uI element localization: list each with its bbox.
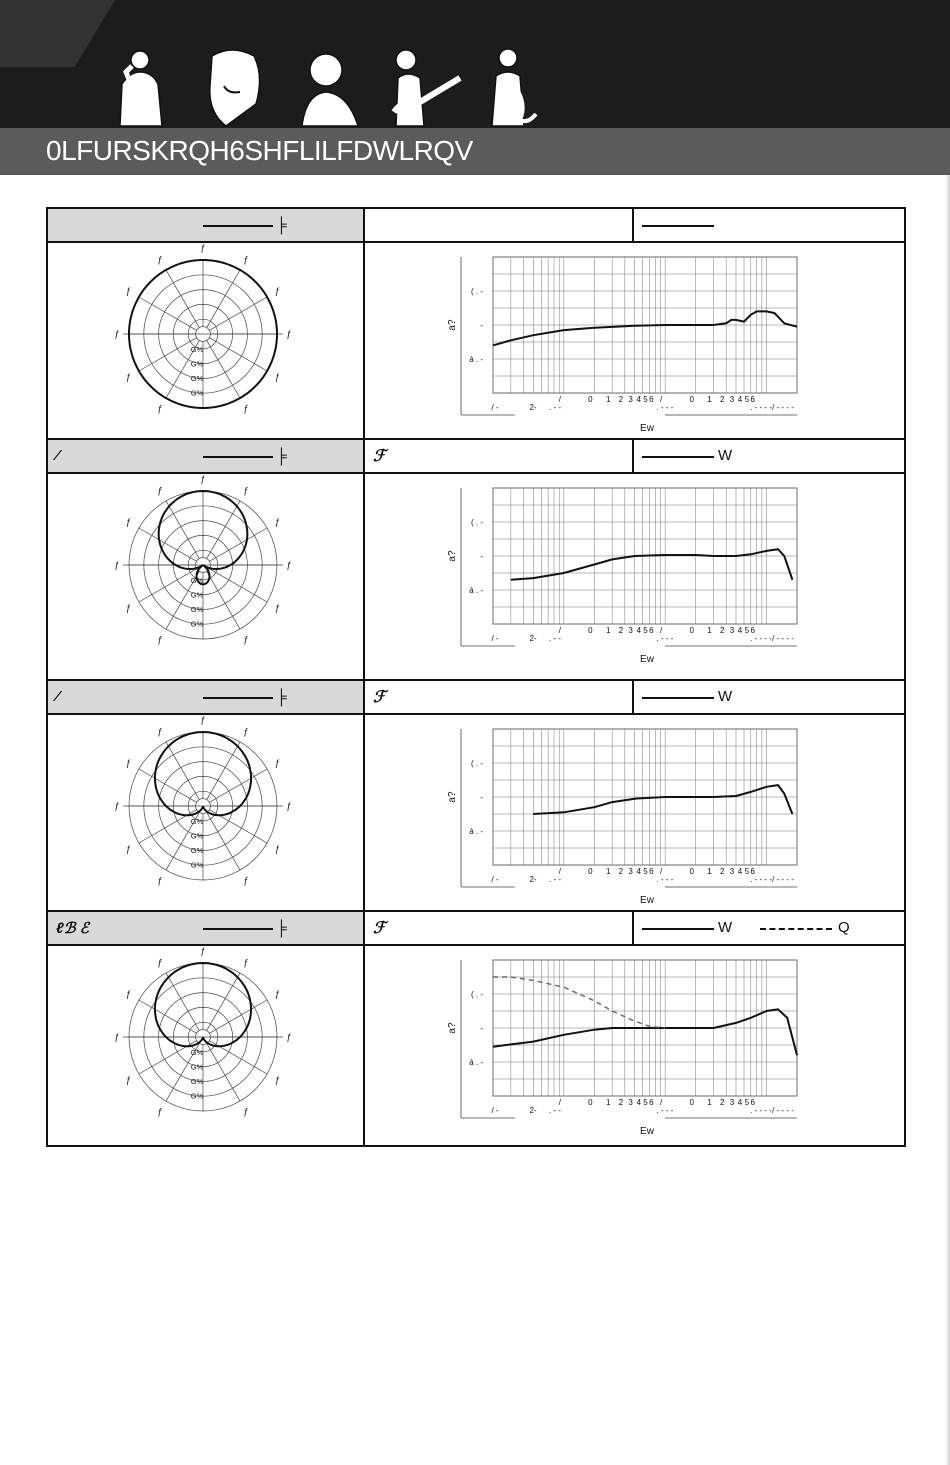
polar-angle-label: ƒ: [274, 844, 280, 854]
freq-x-tick: . - - -: [656, 875, 674, 884]
freq-x-tick: 3: [628, 1098, 633, 1107]
polar-angle-label: ƒ: [157, 254, 163, 265]
freq-x-tick: 5: [643, 1098, 648, 1107]
freq-x-tick: 5: [744, 626, 750, 635]
freq-x-tick: . - - - -: [750, 1106, 772, 1115]
freq-x-tick: / -: [491, 403, 499, 412]
freq-x-tick: 2: [719, 1098, 725, 1107]
freq-x-tick: 5: [643, 626, 648, 635]
performer-icons: [108, 42, 548, 128]
polar-angle-label: ƒ: [157, 726, 163, 737]
freq-x-tick: . - - - -: [750, 875, 772, 884]
freq-x-tick: . - -: [549, 634, 561, 643]
polar-angle-label: ƒ: [114, 560, 120, 570]
freq-x-tick: 6: [649, 867, 654, 876]
freq-x-tick: 2: [618, 626, 624, 635]
spec-header-row: [47, 911, 905, 945]
polar-db-label: G%: [190, 1048, 204, 1057]
legend-cell: [633, 680, 905, 714]
polar-pattern-chart: [48, 243, 361, 438]
freq-x-label: Ew: [640, 654, 654, 665]
freq-x-tick: / - - - -: [772, 1106, 794, 1115]
freq-curve: [533, 785, 792, 814]
freq-x-tick: 1: [605, 395, 611, 404]
polar-db-label: G%: [190, 590, 204, 600]
freq-x-tick: 0: [689, 1098, 694, 1107]
polar-db-label: G%: [190, 576, 204, 585]
freq-x-tick: 0: [588, 395, 593, 404]
guitarist-icon: [394, 50, 460, 126]
spec-label-cell: [47, 911, 364, 945]
polar-db-label: G%: [190, 846, 204, 855]
freq-curve-dashed: [493, 977, 665, 1028]
freq-x-tick: . - -: [549, 1106, 561, 1115]
spec-label-mark: ╞: [276, 217, 287, 234]
freq-x-label: Ew: [640, 1126, 654, 1137]
legend-solid-line: [642, 456, 714, 458]
spec-label-mark: ╞: [276, 689, 287, 706]
polar-angle-label: ƒ: [114, 801, 120, 811]
spec-label-rule: [203, 697, 273, 699]
freq-x-tick: 1: [707, 395, 712, 404]
freq-x-tick: 2-: [529, 634, 537, 643]
polar-db-label: G%: [190, 1062, 204, 1072]
freq-x-tick: 1: [605, 1098, 611, 1107]
polar-angle-label: ƒ: [126, 517, 132, 527]
freq-x-tick: /: [558, 867, 561, 876]
polar-angle-label: ƒ: [126, 989, 132, 999]
freq-x-tick: 1: [605, 867, 611, 876]
freq-x-tick: 1: [707, 867, 712, 876]
spec-header-row: [47, 439, 905, 473]
freq-y-tick: ( . -: [471, 518, 483, 527]
legend-cell: [633, 439, 905, 473]
polar-db-label: G%: [190, 388, 204, 398]
freq-x-tick: 4: [737, 1098, 743, 1107]
freq-x-tick: 6: [649, 395, 654, 404]
polar-angle-label: ƒ: [157, 875, 163, 886]
polar-angle-label: ƒ: [274, 517, 280, 527]
freq-x-tick: 2-: [529, 875, 537, 884]
spec-header-row: [47, 680, 905, 714]
freq-x-tick: . - - -: [656, 634, 674, 643]
polar-angle-label: ƒ: [126, 286, 132, 296]
freq-x-tick: 4: [636, 867, 641, 876]
freq-x-tick: 6: [750, 395, 755, 404]
polar-angle-label: ƒ: [157, 634, 163, 645]
freq-x-tick: 0: [588, 867, 593, 876]
legend-dashed-line: [760, 928, 832, 930]
polar-angle-label: ƒ: [157, 1106, 163, 1117]
polar-angle-label: ƒ: [200, 715, 206, 725]
polar-angle-label: ƒ: [114, 1032, 120, 1042]
freq-x-tick: /: [660, 867, 663, 876]
freq-cell: [364, 473, 905, 680]
freq-x-tick: 1: [707, 1098, 712, 1107]
spec-mid-cell: [364, 911, 633, 945]
frequency-response-chart: [365, 474, 902, 679]
freq-cell: [364, 945, 905, 1146]
freq-y-tick: á . -: [469, 827, 483, 836]
freq-x-tick: 2: [618, 867, 624, 876]
spec-label-rule: [203, 928, 273, 930]
spec-table: [46, 207, 906, 1147]
freq-x-tick: 3: [628, 626, 633, 635]
freq-x-tick: 0: [689, 867, 694, 876]
polar-angle-label: ƒ: [286, 1032, 292, 1042]
freq-x-tick: 2: [719, 626, 725, 635]
spec-mid-cell: [364, 680, 633, 714]
polar-angle-label: ƒ: [243, 957, 249, 968]
freq-y-tick: -: [480, 793, 483, 802]
freq-curve: [493, 311, 797, 345]
polar-db-label: G%: [190, 1077, 204, 1086]
polar-cell: [47, 242, 364, 439]
spec-label-cell: [47, 439, 364, 473]
lavalier-performer-icon: [302, 54, 358, 126]
freq-x-tick: . - - -: [656, 403, 674, 412]
freq-y-tick: ( . -: [471, 759, 483, 768]
freq-x-tick: 2: [719, 867, 725, 876]
polar-pattern-chart: [48, 474, 361, 679]
freq-x-tick: 0: [588, 1098, 593, 1107]
freq-x-tick: / - - - -: [772, 403, 794, 412]
freq-x-tick: / -: [491, 1106, 499, 1115]
spec-label-cell: [47, 680, 364, 714]
spec-mid-glyph: ℱ: [373, 448, 386, 465]
polar-angle-label: ƒ: [274, 989, 280, 999]
freq-x-tick: 5: [744, 1098, 750, 1107]
polar-angle-label: ƒ: [126, 844, 132, 854]
freq-x-tick: 2: [719, 395, 725, 404]
freq-x-tick: / -: [491, 875, 499, 884]
freq-x-tick: 3: [628, 395, 633, 404]
freq-x-tick: 6: [750, 1098, 755, 1107]
polar-angle-label: ƒ: [274, 603, 280, 613]
freq-x-tick: . - -: [549, 403, 561, 412]
freq-x-tick: . - -: [549, 875, 561, 884]
freq-x-tick: 3: [729, 395, 735, 404]
polar-angle-label: ƒ: [243, 1106, 249, 1117]
legend-solid-line: [642, 928, 714, 930]
freq-x-tick: 3: [729, 867, 735, 876]
freq-x-label: Ew: [640, 423, 654, 434]
polar-angle-label: ƒ: [243, 403, 249, 414]
freq-curve: [511, 549, 793, 580]
page-title: 0LFURSKRQH6SHFLILFDWLRQV: [46, 135, 473, 166]
freq-x-tick: 2: [618, 395, 624, 404]
polar-db-label: G%: [190, 374, 204, 383]
polar-cell: [47, 714, 364, 911]
polar-angle-label: ƒ: [243, 726, 249, 737]
freq-x-tick: 0: [689, 395, 694, 404]
freq-y-tick: á . -: [469, 586, 483, 595]
polar-angle-label: ƒ: [126, 1075, 132, 1085]
freq-x-tick: 4: [737, 867, 743, 876]
plot-row: [47, 473, 905, 680]
polar-angle-label: ƒ: [157, 957, 163, 968]
spec-label: ℓℬ ℰ: [56, 920, 89, 937]
legend-cell: [633, 208, 905, 242]
polar-db-label: G%: [190, 1091, 204, 1101]
frequency-response-chart: [365, 946, 902, 1145]
freq-x-tick: 1: [707, 626, 712, 635]
freq-x-tick: / - - - -: [772, 875, 794, 884]
polar-db-label: G%: [190, 605, 204, 614]
plot-row: [47, 945, 905, 1146]
polar-db-label: G%: [190, 345, 204, 354]
spec-label-rule: [203, 225, 273, 227]
polar-angle-label: ƒ: [286, 329, 292, 339]
polar-angle-label: ƒ: [286, 560, 292, 570]
polar-angle-label: ƒ: [157, 403, 163, 414]
freq-x-tick: 0: [689, 626, 694, 635]
legend-cell: [633, 911, 905, 945]
freq-x-tick: 5: [744, 867, 750, 876]
freq-curve: [493, 1009, 797, 1055]
spec-label: ⁄: [56, 688, 59, 705]
spec-label-rule: [203, 456, 273, 458]
freq-x-tick: 4: [636, 395, 641, 404]
freq-x-tick: 6: [649, 626, 654, 635]
freq-x-tick: /: [660, 626, 663, 635]
spec-label-mark: ╞: [276, 448, 287, 465]
freq-x-tick: /: [558, 395, 561, 404]
polar-cell: [47, 945, 364, 1146]
spec-header-row: [47, 208, 905, 242]
frequency-response-chart: [365, 715, 902, 910]
freq-x-tick: 2-: [529, 1106, 537, 1115]
freq-y-label: a?: [447, 791, 458, 803]
polar-angle-label: ƒ: [126, 372, 132, 382]
spec-mid-glyph: ℱ: [373, 689, 386, 706]
polar-angle-label: ƒ: [114, 329, 120, 339]
polar-angle-label: ƒ: [126, 758, 132, 768]
polar-db-label: G%: [190, 619, 204, 629]
freq-x-tick: 3: [729, 1098, 735, 1107]
polar-angle-label: ƒ: [200, 946, 206, 956]
freq-x-tick: . - - -: [656, 1106, 674, 1115]
polar-db-label: G%: [190, 817, 204, 826]
polar-angle-label: ƒ: [243, 875, 249, 886]
freq-y-tick: ( . -: [471, 287, 483, 296]
freq-x-tick: 5: [643, 867, 648, 876]
polar-angle-label: ƒ: [243, 254, 249, 265]
freq-y-label: a?: [447, 1022, 458, 1034]
freq-y-label: a?: [447, 550, 458, 562]
polar-angle-label: ƒ: [274, 1075, 280, 1085]
freq-x-tick: . - - - -: [750, 403, 772, 412]
freq-x-tick: / - - - -: [772, 634, 794, 643]
legend-solid-label: W: [718, 447, 733, 464]
freq-cell: [364, 714, 905, 911]
freq-y-tick: -: [480, 552, 483, 561]
freq-y-tick: á . -: [469, 1058, 483, 1067]
freq-x-tick: . - - - -: [750, 634, 772, 643]
freq-y-tick: -: [480, 1024, 483, 1033]
spec-label: ⁄: [56, 447, 59, 464]
legend-solid-line: [642, 225, 714, 227]
freq-x-tick: 6: [750, 867, 755, 876]
polar-angle-label: ƒ: [243, 485, 249, 496]
freq-x-tick: 4: [737, 395, 743, 404]
freq-x-tick: 6: [750, 626, 755, 635]
legend-solid-label: W: [718, 688, 733, 705]
page-edge-shadow: [945, 175, 950, 1465]
polar-pattern-chart: [48, 715, 361, 910]
frequency-response-chart: [365, 243, 902, 438]
freq-x-tick: /: [558, 626, 561, 635]
legend-dashed-label: Q: [838, 919, 850, 936]
polar-angle-label: ƒ: [274, 758, 280, 768]
polar-angle-label: ƒ: [243, 634, 249, 645]
freq-x-tick: / -: [491, 634, 499, 643]
plot-row: [47, 242, 905, 439]
freq-x-tick: /: [558, 1098, 561, 1107]
polar-db-label: G%: [190, 359, 204, 369]
legend-solid-line: [642, 697, 714, 699]
freq-x-tick: 4: [737, 626, 743, 635]
legend-solid-label: W: [718, 919, 733, 936]
freq-x-tick: 2: [618, 1098, 624, 1107]
freq-x-tick: 2-: [529, 403, 537, 412]
spec-label-mark: ╞: [276, 920, 287, 937]
polar-angle-label: ƒ: [200, 243, 206, 253]
freq-y-tick: á . -: [469, 355, 483, 364]
freq-x-tick: 1: [605, 626, 611, 635]
freq-y-tick: -: [480, 321, 483, 330]
freq-x-tick: /: [660, 395, 663, 404]
polar-cell: [47, 473, 364, 680]
spec-mid-glyph: ℱ: [373, 920, 386, 937]
freq-x-tick: 5: [643, 395, 648, 404]
plot-row: [47, 714, 905, 911]
spec-label-cell: [47, 208, 364, 242]
title-bar: [0, 128, 950, 175]
singer-handheld-icon: [120, 51, 162, 126]
polar-angle-label: ƒ: [126, 603, 132, 613]
polar-angle-label: ƒ: [200, 474, 206, 484]
freq-x-tick: 4: [636, 626, 641, 635]
freq-x-tick: 0: [588, 626, 593, 635]
polar-angle-label: ƒ: [274, 372, 280, 382]
freq-x-tick: 4: [636, 1098, 641, 1107]
freq-x-tick: 3: [729, 626, 735, 635]
polar-pattern-chart: [48, 946, 361, 1145]
headset-performer-icon: [210, 50, 260, 126]
polar-angle-label: ƒ: [286, 801, 292, 811]
polar-db-label: G%: [190, 860, 204, 870]
spec-mid-cell: [364, 208, 633, 242]
spec-mid-cell: [364, 439, 633, 473]
freq-x-label: Ew: [640, 895, 654, 906]
freq-cell: [364, 242, 905, 439]
saxophonist-icon: [492, 49, 536, 126]
freq-x-tick: 3: [628, 867, 633, 876]
freq-y-tick: ( . -: [471, 990, 483, 999]
freq-x-tick: /: [660, 1098, 663, 1107]
freq-x-tick: 5: [744, 395, 750, 404]
polar-angle-label: ƒ: [157, 485, 163, 496]
polar-angle-label: ƒ: [274, 286, 280, 296]
polar-db-label: G%: [190, 831, 204, 841]
freq-y-label: a?: [447, 319, 458, 331]
freq-x-tick: 6: [649, 1098, 654, 1107]
